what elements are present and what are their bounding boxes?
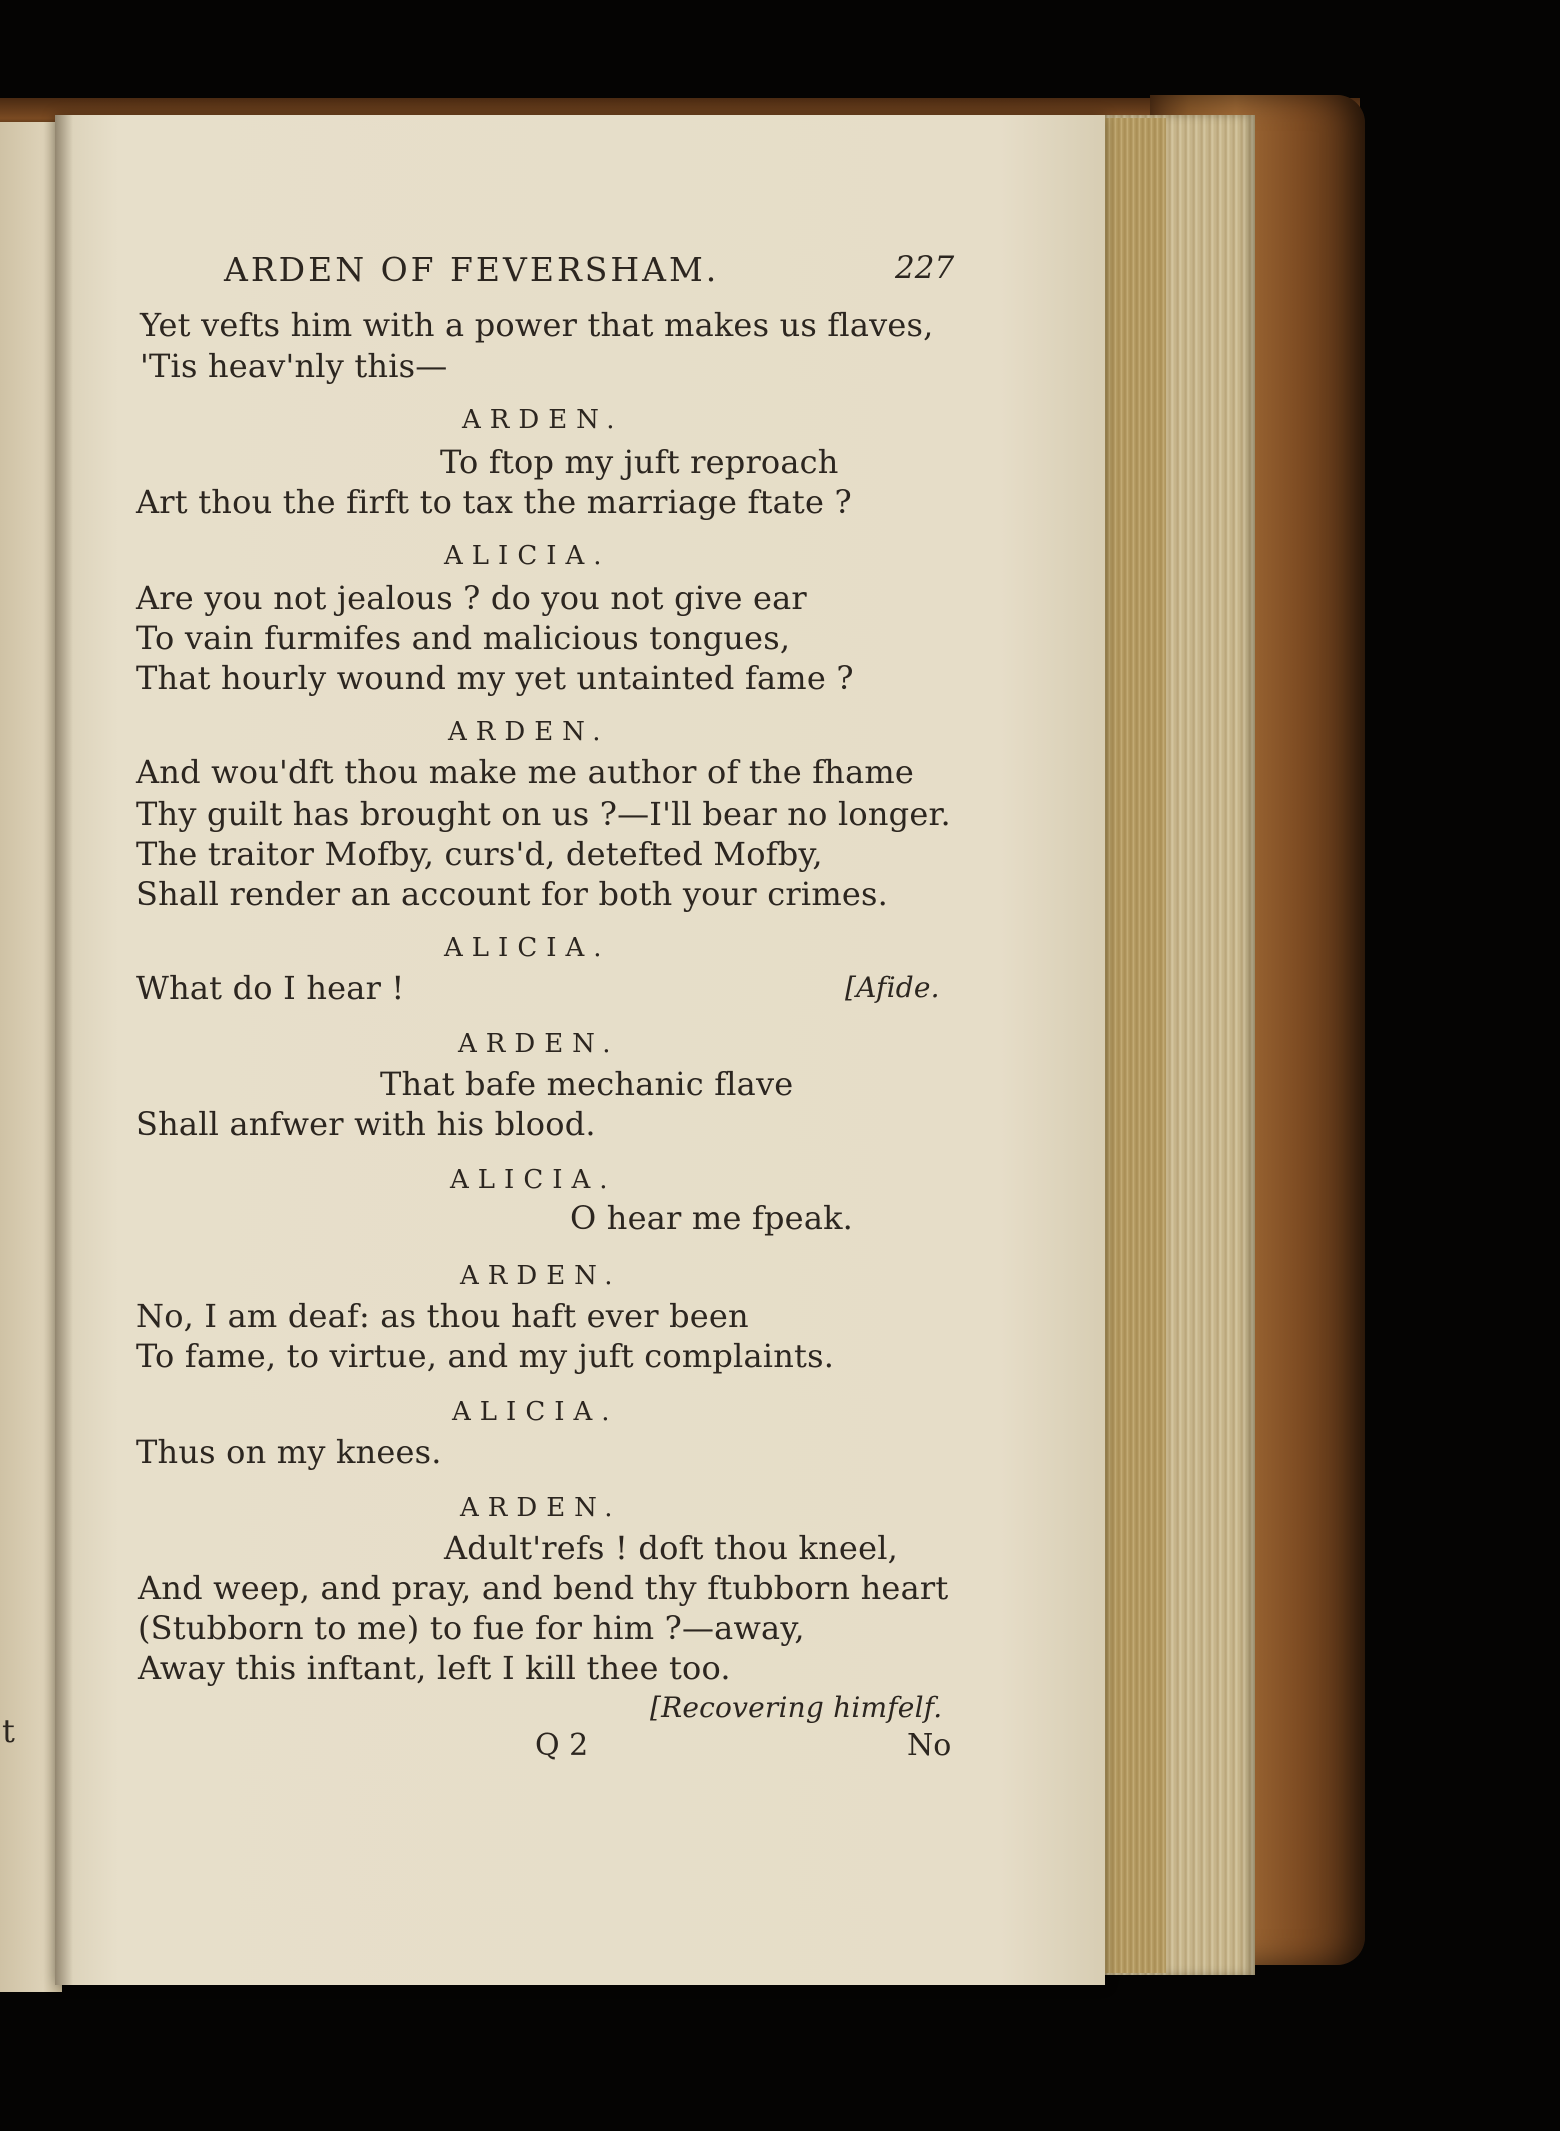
- verse-line: To ftop my juft reproach: [440, 443, 839, 481]
- verse-line: No, I am deaf: as thou haft ever been: [136, 1297, 749, 1335]
- verse-line: 'Tis heav'nly this—: [140, 347, 448, 385]
- speaker-heading: ALICIA.: [444, 541, 611, 571]
- verse-line: That bafe mechanic flave: [380, 1065, 794, 1103]
- verse-line: Yet vefts him with a power that makes us flaves,: [140, 306, 934, 344]
- page-number: 227: [895, 250, 955, 286]
- verse-line: To vain furmifes and malicious tongues,: [136, 619, 791, 657]
- speaker-heading: ARDEN.: [462, 405, 624, 435]
- speaker-heading: ALICIA.: [444, 933, 611, 963]
- verse-line: That hourly wound my yet untainted fame ?: [136, 659, 854, 697]
- running-head: ARDEN OF FEVERSHAM.: [224, 250, 720, 289]
- verse-line: Adult'refs ! doft thou kneel,: [444, 1529, 899, 1567]
- verse-line: Thy guilt has brought on us ?—I'll bear no longer.: [136, 795, 951, 833]
- verse-line: Are you not jealous ? do you not give ear: [136, 579, 807, 617]
- verse-line: To fame, to virtue, and my juft complaints.: [136, 1337, 835, 1375]
- facing-page-fragment: t: [2, 1712, 15, 1750]
- stage-direction: [Afide.: [845, 971, 940, 1004]
- verse-line: What do I hear !: [136, 969, 405, 1007]
- speaker-heading: ALICIA.: [450, 1165, 617, 1195]
- speaker-heading: ALICIA.: [452, 1397, 619, 1427]
- verse-line: Away this inftant, left I kill thee too.: [138, 1649, 731, 1687]
- signature-mark: Q 2: [535, 1728, 589, 1763]
- verse-line: Art thou the firft to tax the marriage ftate ?: [136, 483, 852, 521]
- gutter-shadow: [55, 115, 73, 1985]
- verse-line: Shall render an account for both your crimes.: [136, 875, 888, 913]
- verse-line: (Stubborn to me) to fue for him ?—away,: [138, 1609, 805, 1647]
- verse-line: O hear me fpeak.: [570, 1199, 854, 1237]
- catchword: No: [907, 1728, 952, 1763]
- stage-direction: [Recovering himfelf.: [650, 1691, 943, 1724]
- speaker-heading: ARDEN.: [458, 1029, 620, 1059]
- verse-line: And weep, and pray, and bend thy ftubborn heart: [138, 1569, 949, 1607]
- speaker-heading: ARDEN.: [460, 1261, 622, 1291]
- verse-line: Thus on my knees.: [136, 1433, 442, 1471]
- verse-line: And wou'dft thou make me author of the fhame: [136, 753, 915, 791]
- speaker-heading: ARDEN.: [448, 717, 610, 747]
- verse-line: The traitor Mofby, curs'd, detefted Mofby,: [136, 835, 823, 873]
- page-block-fore-edge: [1098, 118, 1166, 1973]
- speaker-heading: ARDEN.: [460, 1493, 622, 1523]
- verse-line: Shall anfwer with his blood.: [136, 1105, 596, 1143]
